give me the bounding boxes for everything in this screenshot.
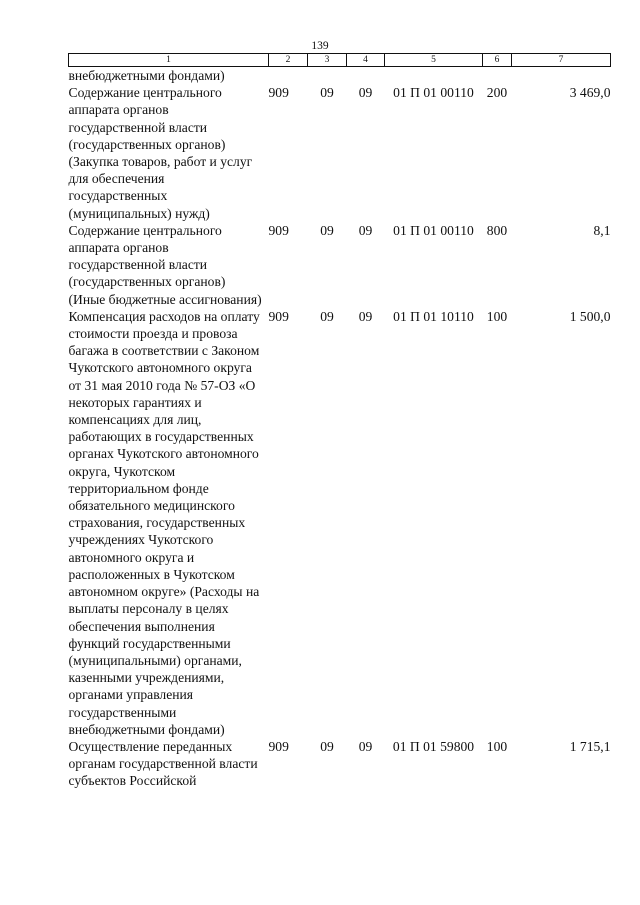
row-name: Осуществление переданных органам государственной власти субъектов Российской — [68, 738, 258, 789]
row-expense-type: 200 — [486, 85, 508, 101]
table-row — [69, 84, 611, 222]
row-section: 09 — [320, 738, 334, 754]
row-section: 09 — [320, 85, 334, 101]
row-target-article: 01 П 01 00110 — [393, 85, 474, 101]
row-target-article: 01 П 01 10110 — [393, 308, 474, 324]
row-amount — [512, 67, 611, 85]
page-number: 139 — [311, 40, 329, 52]
row-ministry: 909 — [268, 85, 289, 101]
table-row — [69, 738, 611, 790]
row-name: Содержание центрального аппарата органов государственной власти (государственных органов) (Закупка товаров, работ и услуг для обеспечения государственных (муниципальных) нужд) — [68, 85, 253, 221]
row-amount: 1 500,0 — [569, 308, 611, 324]
row-target-article: 01 П 01 59800 — [392, 738, 475, 754]
row-ministry — [269, 67, 308, 85]
row-ministry: 909 — [268, 308, 289, 324]
row-section: 09 — [320, 222, 334, 238]
table-row — [69, 308, 611, 738]
column-header-7: 7 — [512, 54, 611, 67]
row-subsection: 09 — [358, 222, 373, 238]
budget-table — [68, 53, 611, 790]
table-row — [69, 67, 611, 85]
column-header-6: 6 — [483, 54, 512, 67]
row-subsection: 09 — [358, 308, 373, 324]
column-header-3: 3 — [308, 54, 347, 67]
table-row — [69, 222, 611, 308]
row-subsection: 09 — [358, 85, 373, 101]
row-expense-type — [483, 67, 512, 85]
row-ministry: 909 — [268, 222, 289, 238]
row-amount: 3 469,0 — [569, 85, 611, 101]
row-expense-type: 800 — [486, 222, 508, 238]
row-section: 09 — [320, 308, 334, 324]
row-expense-type: 100 — [486, 738, 508, 754]
row-subsection — [347, 67, 385, 85]
row-amount: 8,1 — [593, 222, 611, 238]
column-header-5: 5 — [385, 54, 483, 67]
row-section — [308, 67, 347, 85]
row-name: Содержание центрального аппарата органов государственной власти (государственных органов) (Иные бюджетные ассигнования) — [68, 222, 262, 307]
row-amount: 1 715,1 — [569, 738, 611, 754]
row-ministry: 909 — [268, 738, 289, 754]
column-header-2: 2 — [269, 54, 308, 67]
row-name: Компенсация расходов на оплату стоимости проезда и провоза багажа в соответствии с Законом Чукотского автономного округа от 31 мая 2010 года № 57-ОЗ «О некоторых гарантиях и компенсациях для лиц, работающих в государственных органах Чукотского автономного округа, Чукотском территориальном фонде обязательного медицинского страхования, государственных учреждениях Чукотского автономного округа и расположенных в Чукотском автономном округе» (Расходы на выплаты персоналу в целях обеспечения выполнения функций государственными (муниципальными) органами, казенными учреждениями, органами управления государственными внебюджетными фондами) — [68, 308, 260, 737]
column-header-4: 4 — [347, 54, 385, 67]
column-header-1: 1 — [69, 54, 269, 67]
row-target-article: 01 П 01 00110 — [393, 222, 474, 238]
column-number-row — [69, 54, 611, 67]
row-target-article — [385, 67, 483, 85]
row-expense-type: 100 — [486, 308, 508, 324]
row-name: внебюджетными фондами) — [68, 68, 225, 83]
row-subsection: 09 — [358, 738, 373, 754]
